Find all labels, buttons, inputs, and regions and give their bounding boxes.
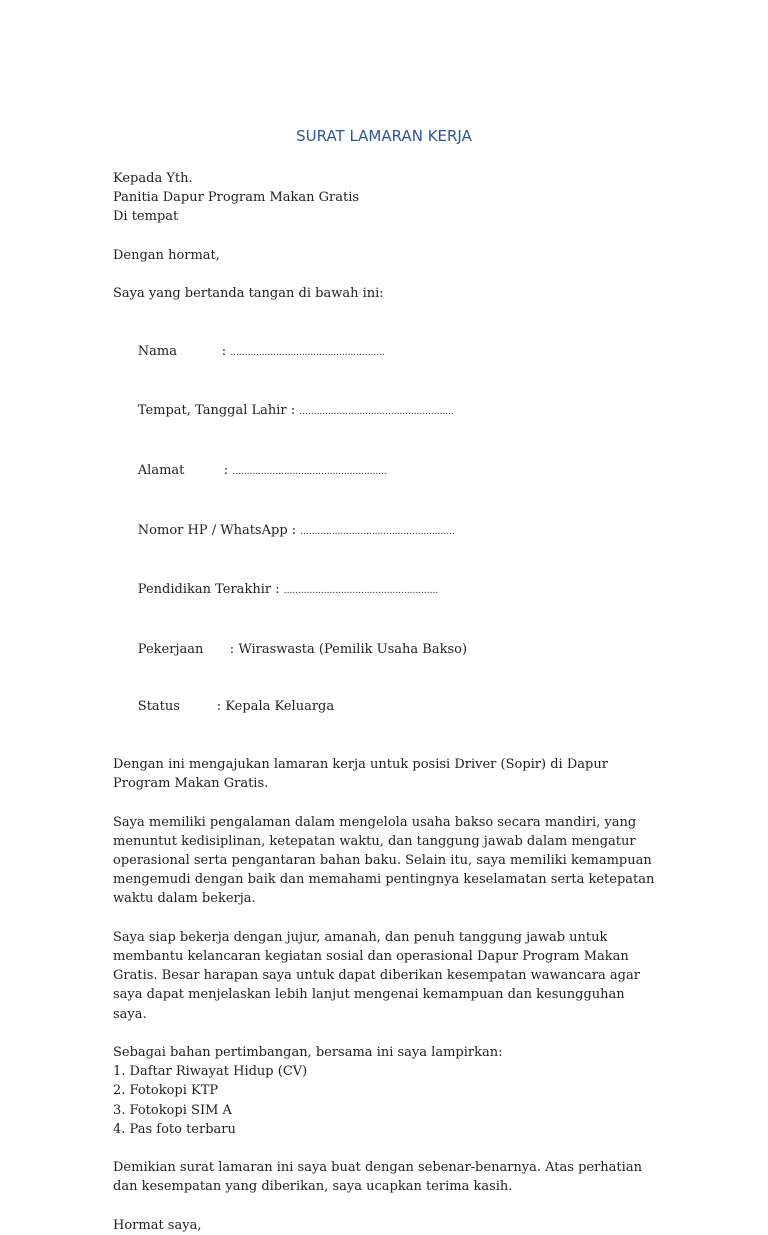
greeting: Dengan hormat, bbox=[113, 247, 220, 263]
field-label: Pendidikan Terakhir bbox=[137, 582, 272, 598]
field-label: Nama bbox=[137, 343, 177, 359]
field-sep: : bbox=[271, 582, 284, 598]
field-sep: : bbox=[216, 699, 226, 715]
field-value: Kepala Keluarga bbox=[225, 699, 335, 715]
field-tempat-tanggal-lahir bbox=[113, 382, 673, 442]
field-alamat bbox=[113, 442, 673, 502]
signoff: Hormat saya, bbox=[113, 1217, 202, 1233]
attachment-item: 3. Fotokopi SIM A bbox=[113, 1102, 232, 1118]
recipient-line-3: Di tempat bbox=[113, 209, 179, 225]
field-value: Wiraswasta (Pemilik Usaha Bakso) bbox=[238, 641, 468, 657]
field-sep: : bbox=[229, 641, 239, 657]
attachment-item: 1. Daftar Riwayat Hidup (CV) bbox=[113, 1064, 308, 1080]
attachments-intro: Sebagai bahan pertimbangan, bersama ini saya lampirkan: bbox=[113, 1045, 503, 1061]
paragraph-closing: Demikian surat lamaran ini saya buat dengan sebenar-benarnya. Atas perhatian dan kesempatan yang diberikan, saya ucapkan terima kasih. bbox=[113, 1160, 642, 1195]
attachment-item: 2. Fotokopi KTP bbox=[113, 1083, 219, 1099]
field-value: ...................................................... bbox=[299, 407, 454, 418]
field-status bbox=[113, 678, 673, 736]
field-value: ...................................................... bbox=[230, 347, 385, 358]
field-value: ...................................................... bbox=[283, 586, 439, 597]
field-label: Tempat, Tanggal Lahir bbox=[137, 403, 287, 419]
field-sep: : bbox=[223, 463, 233, 478]
paragraph-commitment: Saya siap bekerja dengan jujur, amanah, dan penuh tanggung jawab untuk membantu kelancaran kegiatan sosial dan operasional Dapur Program Makan Gratis. Besar harapan saya untuk dapat diberikan kesempatan wawancara agar saya dapat menjelaskan lebih lanjut mengenai kemampuan dan kesungguhan saya. bbox=[113, 929, 640, 1022]
recipient-line-1: Kepada Yth. bbox=[113, 171, 193, 186]
field-nomor-hp bbox=[113, 501, 673, 561]
personal-fields bbox=[113, 323, 673, 736]
field-label: Nomor HP / WhatsApp bbox=[137, 522, 288, 538]
field-label: Pekerjaan bbox=[137, 641, 204, 657]
field-nama bbox=[113, 323, 673, 383]
attachments-block bbox=[113, 1043, 673, 1139]
field-value: ...................................................... bbox=[300, 526, 455, 537]
attachment-item: 4. Pas foto terbaru bbox=[113, 1121, 236, 1137]
paragraph-position: Dengan ini mengajukan lamaran kerja untuk posisi Driver (Sopir) di Dapur Program Makan Gratis. bbox=[113, 757, 608, 792]
recipient-line-2: Panitia Dapur Program Makan Gratis bbox=[113, 190, 360, 206]
field-label: Status bbox=[137, 699, 180, 715]
field-sep: : bbox=[287, 522, 301, 538]
field-value: ...................................................... bbox=[232, 467, 387, 477]
recipient-block bbox=[113, 169, 673, 227]
field-sep: : bbox=[286, 403, 300, 419]
intro-text: Saya yang bertanda tangan di bawah ini: bbox=[113, 286, 384, 302]
field-pendidikan-terakhir bbox=[113, 561, 673, 621]
letter-page bbox=[113, 124, 673, 1235]
paragraph-experience: Saya memiliki pengalaman dalam mengelola usaha bakso secara mandiri, yang menuntut kedisiplinan, ketepatan waktu, dan tanggung jawab dalam mengatur operasional serta pengantaran bahan baku. Selain itu, saya memiliki kemampuan mengemudi dengan baik dan memahami pentingnya keselamatan serta ketepatan waktu dalam bekerja. bbox=[113, 814, 655, 907]
field-sep: : bbox=[221, 343, 231, 359]
field-pekerjaan bbox=[113, 621, 673, 679]
letter-title: SURAT LAMARAN KERJA bbox=[296, 127, 472, 145]
field-label: Alamat bbox=[137, 463, 185, 478]
